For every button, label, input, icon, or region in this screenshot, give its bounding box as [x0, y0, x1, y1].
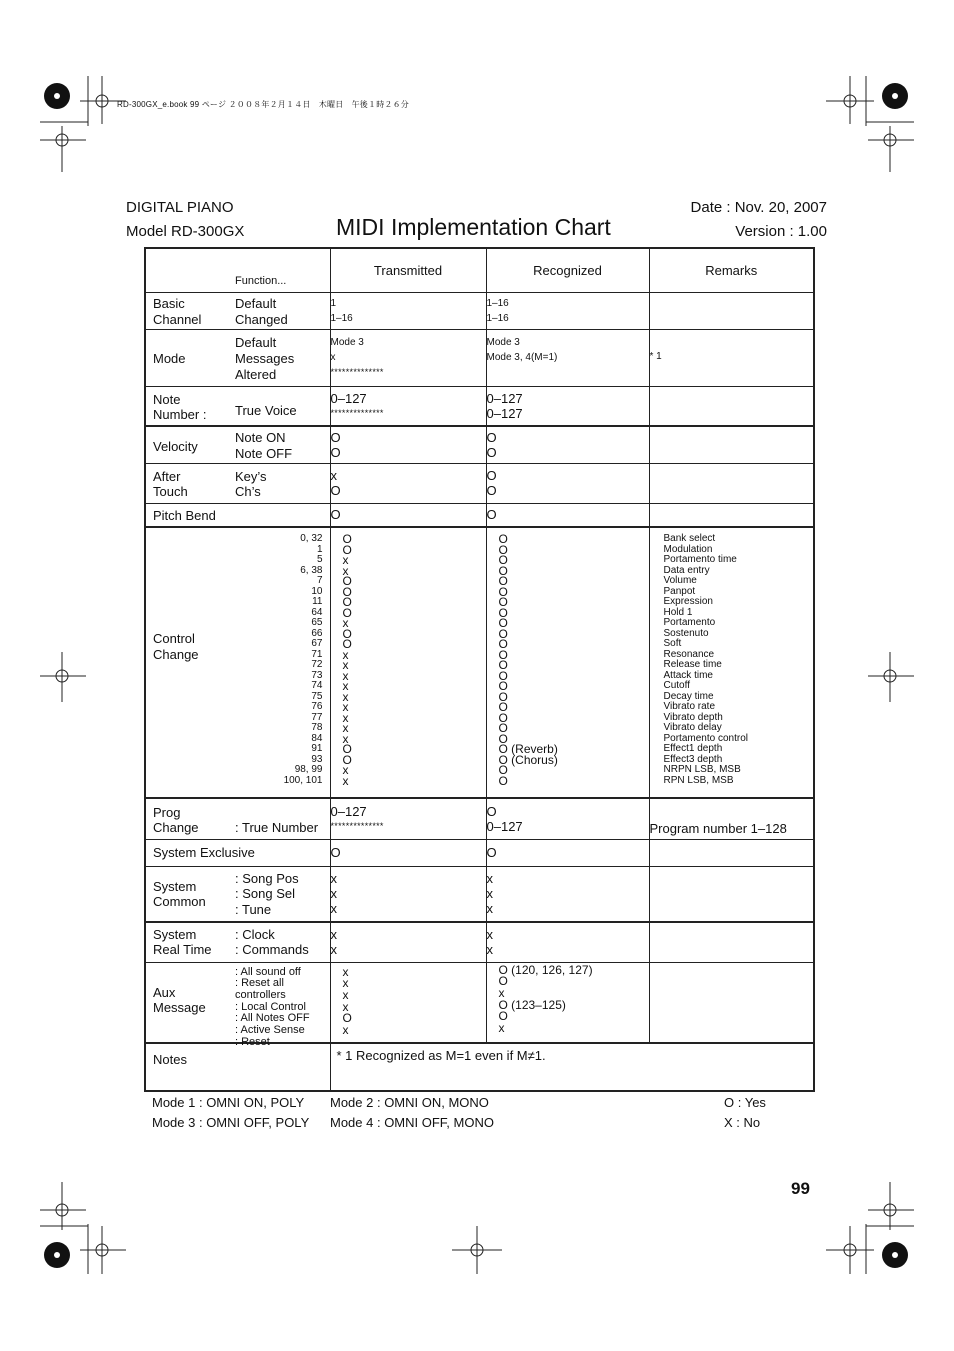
mode-row: [145, 329, 814, 386]
row-sublabel: : Tune: [235, 901, 272, 917]
row-sublabel: Note OFF: [235, 446, 293, 461]
row-sublabel: : Song Sel: [235, 885, 295, 901]
cell-value: x: [330, 942, 337, 958]
aux-function-list: [235, 967, 330, 1049]
controller-remark: Decay time: [663, 690, 714, 702]
aux-function: : Reset all controllers: [235, 977, 286, 1001]
aux-function: : Local Control: [235, 1000, 306, 1013]
controller-recognized: O: [498, 574, 508, 588]
header-row: [145, 248, 814, 292]
row-label: System: [153, 878, 197, 894]
controller-remark: Portamento: [663, 617, 716, 628]
controller-number: 100, 101: [283, 774, 323, 786]
system-real-time-row: [145, 922, 814, 962]
controller-transmitted: O: [342, 542, 352, 557]
mode3-legend: Mode 3 : OMNI OFF, POLY: [152, 1115, 310, 1130]
row-label: Change: [153, 647, 199, 662]
controller-number: 11: [312, 596, 323, 607]
cell-value: O: [486, 429, 497, 445]
controller-transmitted: x: [342, 563, 349, 578]
controller-recognized: O: [498, 584, 508, 599]
controller-remark: Portamento time: [663, 554, 737, 565]
row-sublabel: : Clock: [235, 927, 275, 942]
controller-remark: Portamento control: [663, 732, 748, 744]
controller-remark: Resonance: [663, 648, 715, 660]
controller-transmitted: x: [342, 689, 349, 704]
controller-transmitted: O: [342, 532, 352, 546]
controller-number: 74: [311, 680, 323, 691]
product-label: DIGITAL PIANO: [126, 199, 234, 216]
cell-value: x: [330, 901, 337, 917]
row-label: Real Time: [153, 942, 212, 957]
cell-value: Mode 3: [486, 337, 520, 348]
controller-recognized: O: [498, 616, 508, 630]
controller-number: 0, 32: [300, 533, 323, 544]
aux-transmitted: x: [342, 976, 349, 991]
row-sublabel: : Commands: [235, 942, 309, 957]
notes-row: [145, 1043, 814, 1091]
aux-transmitted: O: [342, 1011, 352, 1026]
controller-number: 72: [311, 659, 323, 670]
controller-number: 93: [311, 753, 323, 765]
midi-implementation-table: [144, 247, 815, 1092]
cell-value: O: [486, 468, 497, 483]
cell-value: 1–16: [486, 297, 509, 309]
row-label: Message: [153, 999, 206, 1015]
controller-transmitted: O: [342, 626, 352, 641]
controller-recognized: O: [498, 710, 508, 725]
controller-remark: Cutoff: [663, 680, 690, 691]
controller-transmitted: O: [342, 584, 352, 599]
cell-value: O: [486, 839, 649, 866]
date-label: Date : Nov. 20, 2007: [690, 199, 827, 216]
row-label: System: [153, 927, 197, 942]
page-number: 99: [791, 1179, 810, 1198]
cell-value: O: [486, 483, 497, 498]
controller-remark: Vibrato delay: [663, 722, 722, 733]
mode2-legend: Mode 2 : OMNI ON, MONO: [330, 1095, 489, 1110]
controller-transmitted: O: [342, 574, 352, 588]
row-sublabel: Default: [235, 334, 277, 350]
remarks-header: Remarks: [649, 248, 814, 292]
controller-recognized: O: [498, 626, 508, 641]
controller-number: 91: [311, 743, 323, 754]
controller-remark: Panpot: [663, 585, 696, 597]
row-label: Touch: [153, 483, 188, 499]
row-label: Channel: [153, 311, 202, 327]
yes-legend: O : Yes: [724, 1095, 766, 1110]
cell-value: x: [486, 886, 493, 902]
controller-remark: Vibrato rate: [663, 701, 716, 712]
controller-transmitted-list: [343, 534, 352, 786]
aux-transmitted: x: [342, 999, 349, 1014]
aux-function: : All sound off: [235, 965, 301, 978]
controller-recognized: O: [498, 773, 508, 788]
row-label: Prog: [153, 805, 181, 820]
row-sublabel: : Song Pos: [235, 870, 299, 886]
controller-number: 64: [311, 606, 323, 618]
row-label: Mode: [153, 350, 186, 366]
controller-remark: Sostenuto: [663, 627, 709, 639]
controller-recognized: O: [498, 563, 508, 578]
cell-value: 1–16: [330, 312, 353, 324]
mode1-legend: Mode 1 : OMNI ON, POLY: [152, 1095, 305, 1110]
remark-value: Program number 1–128: [649, 798, 814, 839]
controller-transmitted: O: [342, 752, 352, 767]
controller-recognized: O: [498, 553, 508, 567]
row-sublabel: Altered: [235, 366, 277, 382]
controller-number: 65: [311, 617, 323, 628]
row-label: After: [153, 468, 181, 484]
row-sublabel: Changed: [235, 311, 288, 327]
controller-remark: Modulation: [663, 543, 713, 555]
controller-number: 98, 99: [294, 764, 323, 775]
velocity-row: [145, 426, 814, 463]
row-sublabel: Messages: [235, 350, 295, 366]
controller-transmitted: x: [342, 668, 349, 683]
aux-recognized: O (123–125): [498, 997, 566, 1012]
controller-recognized: O: [498, 668, 508, 683]
row-label: Notes: [153, 1051, 187, 1067]
controller-number: 1: [316, 543, 323, 555]
cell-value: **************: [330, 407, 384, 418]
aux-function: : Reset: [235, 1035, 270, 1048]
controller-remark: Effect3 depth: [663, 753, 723, 765]
system-exclusive-row: [145, 839, 814, 866]
row-label: Change: [153, 820, 199, 835]
row-label: Basic: [153, 295, 185, 311]
cell-value: x: [330, 886, 337, 902]
aux-message-row: [145, 962, 814, 1043]
controller-recognized: O: [498, 542, 508, 557]
controller-number: 78: [311, 722, 323, 733]
version-label: Version : 1.00: [735, 223, 827, 240]
row-sublabel: : True Number: [235, 820, 319, 835]
controller-transmitted: x: [342, 773, 349, 788]
controller-recognized: O: [498, 700, 508, 714]
program-change-row: [145, 798, 814, 839]
after-touch-row: [145, 463, 814, 503]
aux-recognized: x: [498, 985, 505, 1000]
controller-transmitted: x: [342, 616, 349, 630]
cell-value: x: [330, 927, 337, 943]
row-label: System Exclusive: [153, 844, 255, 860]
controller-number: 77: [311, 711, 323, 723]
controller-remark: Data entry: [663, 564, 710, 576]
cell-value: O: [486, 444, 497, 460]
aux-transmitted: x: [342, 1023, 349, 1038]
controller-recognized: O: [498, 731, 508, 746]
notes-text: * 1 Recognized as M=1 even if M≠1.: [330, 1043, 814, 1091]
cell-value: x: [486, 942, 493, 958]
controller-recognized: O: [498, 532, 508, 546]
row-label: Number :: [153, 406, 207, 422]
controller-remark: Bank select: [663, 533, 716, 544]
cell-value: Mode 3: [330, 337, 364, 348]
aux-function: : All Notes OFF: [235, 1012, 310, 1025]
basic-channel-row: [145, 292, 814, 329]
print-header: RD-300GX_e.book 99 ページ ２００８年２月１４日 木曜日 午後１時２６分: [117, 100, 409, 109]
cell-value: x: [486, 871, 493, 887]
cell-value: 1: [330, 297, 337, 309]
controller-number: 84: [311, 732, 323, 744]
controller-recognized: O: [498, 679, 508, 693]
cell-value: Mode 3, 4(M=1): [486, 352, 558, 363]
aux-function: : Active Sense: [235, 1024, 305, 1037]
cell-value: **************: [330, 367, 384, 377]
controller-remark: Volume: [663, 575, 697, 586]
cell-value: **************: [330, 820, 384, 831]
aux-recognized: x: [498, 1021, 505, 1036]
controller-number: 67: [311, 638, 323, 649]
transmitted-header: Transmitted: [330, 248, 486, 292]
note-number-row: [145, 386, 814, 426]
control-change-row: [145, 527, 814, 798]
row-label: Pitch Bend: [153, 507, 216, 523]
no-legend: X : No: [724, 1115, 761, 1130]
row-sublabel: Note ON: [235, 430, 286, 445]
cell-value: x: [330, 352, 336, 363]
controller-recognized: O: [498, 658, 508, 672]
controller-remark: Attack time: [663, 669, 713, 681]
controller-transmitted: O: [342, 595, 352, 609]
aux-transmitted: x: [342, 987, 349, 1002]
controller-transmitted: x: [342, 710, 349, 725]
controller-number: 76: [311, 701, 323, 712]
remark-value: * 1: [649, 329, 814, 386]
aux-recognized-list: [487, 963, 649, 1035]
row-label: Common: [153, 893, 206, 909]
controller-remark: NRPN LSB, MSB: [663, 764, 741, 775]
mode4-legend: Mode 4 : OMNI OFF, MONO: [330, 1115, 494, 1130]
aux-recognized: O (120, 126, 127): [498, 962, 593, 977]
controller-recognized: O: [498, 637, 508, 651]
controller-recognized: O: [498, 763, 508, 777]
controller-transmitted: O: [342, 742, 352, 756]
chart-title: MIDI Implementation Chart: [336, 214, 611, 240]
controller-number: 75: [311, 690, 323, 702]
cell-value: 0–127: [486, 405, 523, 421]
controller-number-list: [284, 534, 323, 786]
cell-value: O: [486, 803, 497, 819]
controller-recognized: O: [498, 647, 508, 662]
cell-value: x: [330, 468, 337, 483]
cell-value: x: [486, 901, 493, 917]
aux-transmitted: x: [342, 964, 349, 979]
controller-recognized: O: [498, 689, 508, 704]
controller-remark: Expression: [663, 596, 713, 607]
cell-value: 0–127: [486, 390, 523, 406]
controller-remark: Hold 1: [663, 606, 693, 618]
model-label: Model RD-300GX: [126, 223, 245, 240]
controller-transmitted: x: [342, 647, 349, 662]
row-label: Note: [153, 391, 181, 407]
controller-transmitted: x: [342, 721, 349, 735]
controller-number: 71: [311, 648, 323, 660]
cell-value: 0–127: [330, 803, 367, 819]
cell-value: O: [330, 429, 341, 445]
controller-recognized: O: [498, 721, 508, 735]
cell-value: O: [330, 839, 486, 866]
aux-transmitted-list: [331, 963, 486, 1037]
cell-value: x: [330, 871, 337, 887]
row-label: Velocity: [153, 439, 198, 454]
aux-recognized: O: [498, 974, 508, 989]
controller-transmitted: x: [342, 553, 349, 567]
row-sublabel: True Voice: [235, 402, 297, 418]
row-sublabel: Key’s: [235, 468, 267, 484]
controller-recognized: O: [498, 595, 508, 609]
pitch-bend-row: [145, 503, 814, 527]
controller-remark: RPN LSB, MSB: [663, 774, 734, 786]
controller-number: 66: [311, 627, 323, 639]
controller-number: 6, 38: [300, 564, 323, 576]
controller-transmitted: x: [342, 658, 349, 672]
controller-transmitted: x: [342, 679, 349, 693]
cell-value: O: [330, 444, 341, 460]
controller-remark: Effect1 depth: [663, 743, 723, 754]
row-sublabel: Ch’s: [235, 483, 261, 499]
cell-value: O: [486, 503, 649, 527]
controller-transmitted: O: [342, 637, 352, 651]
controller-number: 73: [311, 669, 323, 681]
row-label: Control: [153, 631, 195, 646]
controller-number: 5: [316, 554, 323, 565]
controller-remark: Soft: [663, 638, 682, 649]
controller-recognized: O (Reverb): [498, 742, 558, 756]
row-label: Aux: [153, 984, 176, 1000]
controller-transmitted: O: [342, 605, 352, 620]
controller-remark: Release time: [663, 659, 722, 670]
system-common-row: [145, 866, 814, 922]
cell-value: x: [486, 927, 493, 943]
controller-recognized: O: [498, 605, 508, 620]
controller-transmitted: x: [342, 731, 349, 746]
controller-recognized: O (Chorus): [498, 752, 558, 767]
row-sublabel: Default: [235, 295, 277, 311]
function-header: Function...: [145, 248, 330, 292]
controller-transmitted: x: [342, 700, 349, 714]
cell-value: O: [330, 503, 486, 527]
cell-value: 0–127: [330, 390, 367, 406]
controller-remark: Vibrato depth: [663, 711, 723, 723]
controller-recognized-list: [499, 534, 558, 786]
controller-transmitted: x: [342, 763, 349, 777]
controller-number: 10: [311, 585, 323, 597]
controller-number: 7: [316, 575, 323, 586]
recognized-header: Recognized: [486, 248, 649, 292]
cell-value: O: [330, 483, 341, 498]
controller-remarks-list: [664, 534, 749, 786]
cell-value: 1–16: [486, 312, 509, 324]
aux-recognized: O: [498, 1009, 508, 1024]
cell-value: 0–127: [486, 818, 523, 834]
